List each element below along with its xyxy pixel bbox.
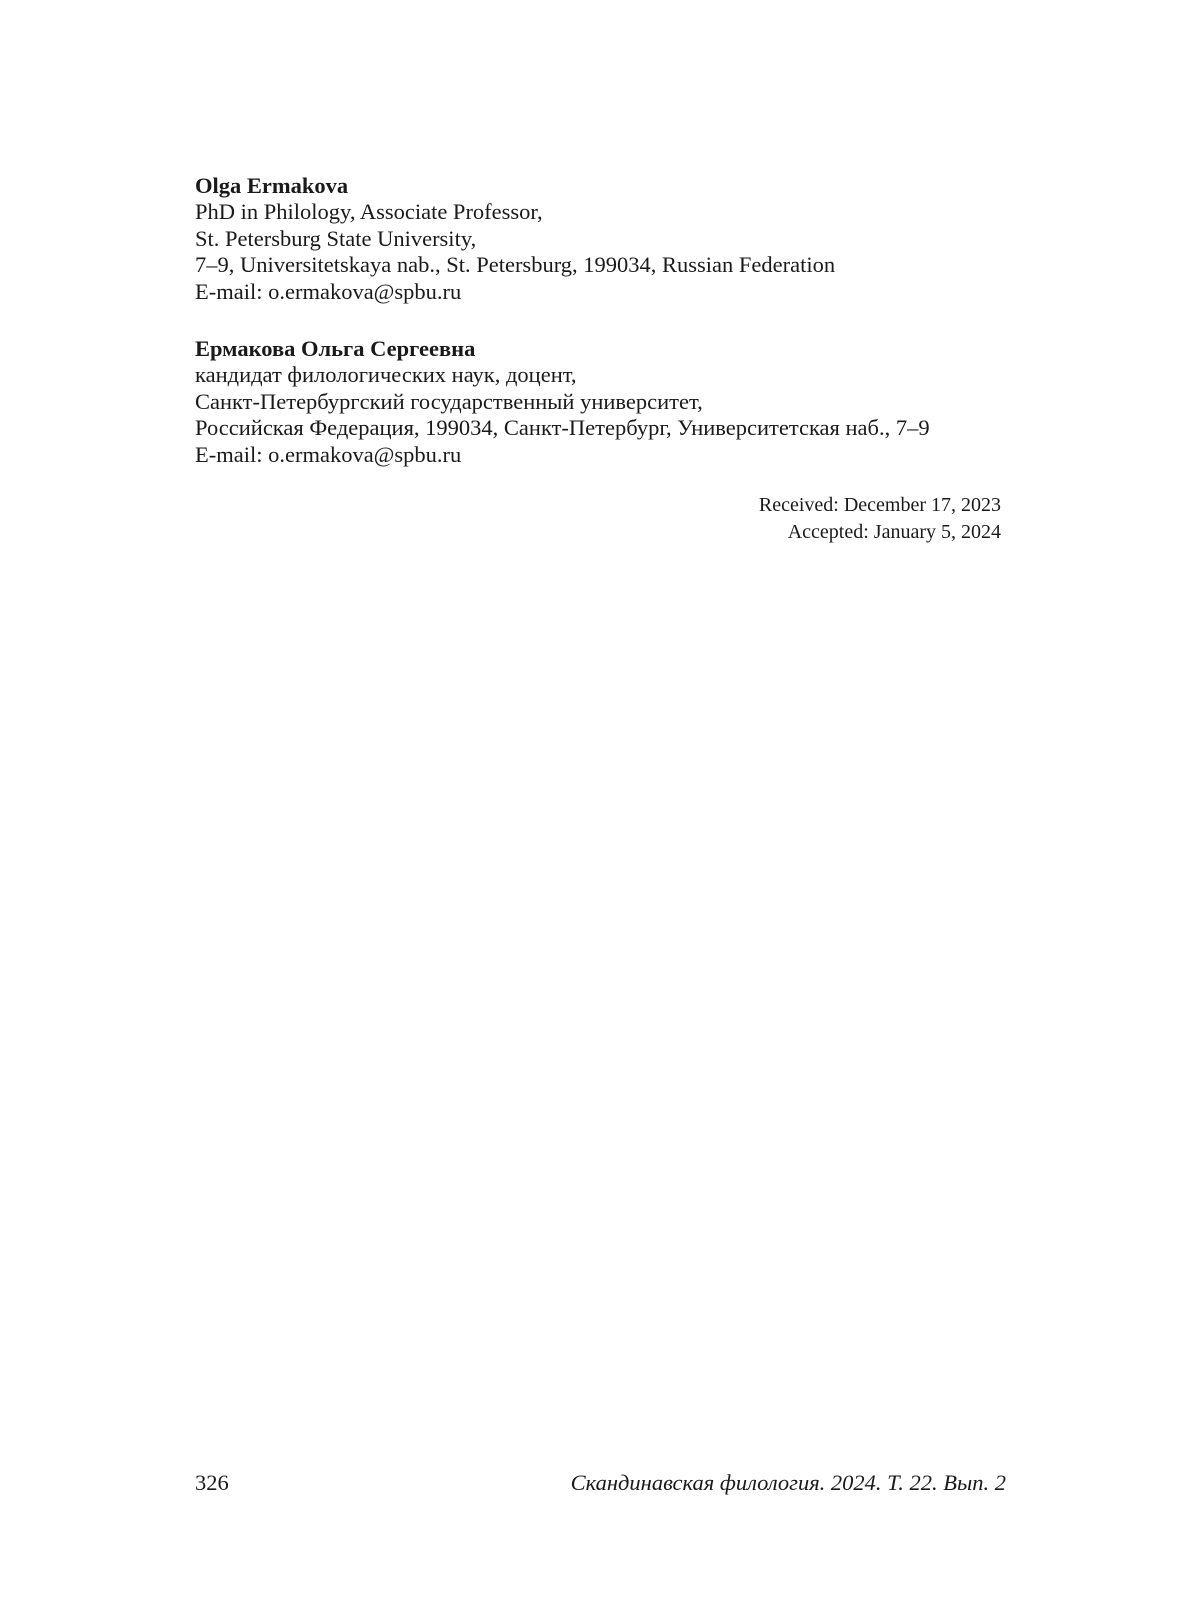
page-number: 326	[195, 1470, 229, 1495]
author-affiliation-english: St. Petersburg State University,	[195, 225, 477, 251]
author-info-english	[195, 173, 1015, 305]
author-name-english: Olga Ermakova	[195, 173, 349, 198]
author-email-english: E-mail: o.ermakova@spbu.ru	[195, 278, 462, 304]
author-address-english: 7–9, Universitetskaya nab., St. Petersburg, 199034, Russian Federation	[195, 252, 836, 278]
submission-dates	[759, 492, 1001, 546]
received-date: Received: December 17, 2023	[758, 494, 1001, 516]
author-affiliation-russian: Санкт-Петербургский государственный университет,	[195, 388, 703, 414]
author-degree-russian: кандидат филологических наук, доцент,	[195, 362, 577, 388]
author-name-russian: Ермакова Ольга Сергеевна	[195, 336, 476, 361]
accepted-date: Accepted: January 5, 2024	[787, 521, 1001, 543]
author-degree-english: PhD in Philology, Associate Professor,	[195, 199, 543, 225]
author-info-russian	[195, 336, 1015, 468]
author-email-russian: E-mail: o.ermakova@spbu.ru	[195, 441, 462, 467]
journal-reference: Скандинавская филология. 2024. Т. 22. Вып. 2	[570, 1470, 1006, 1495]
author-address-russian: Российская Федерация, 199034, Санкт-Петербург, Университетская наб., 7–9	[195, 415, 930, 441]
